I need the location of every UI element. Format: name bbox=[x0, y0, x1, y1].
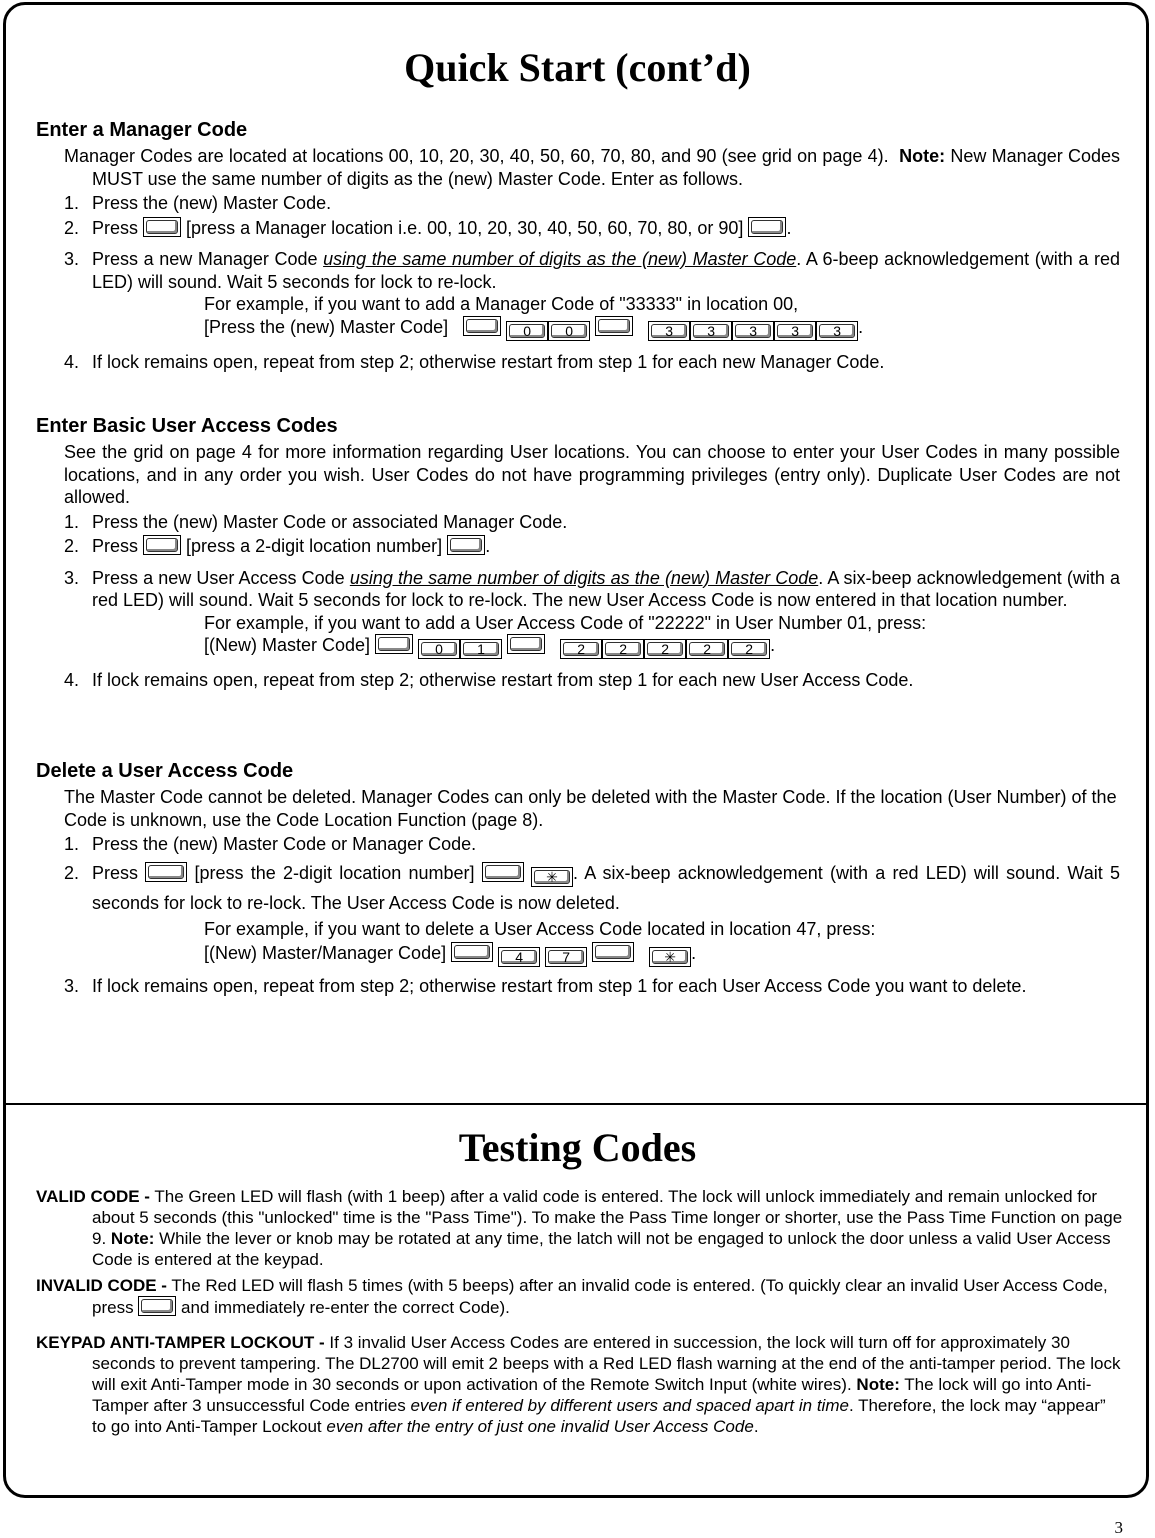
valid-code-paragraph bbox=[36, 1186, 1124, 1270]
step-text: . A 6-beep acknowledgement (with a red LED) will sound. Wait 5 seconds for lock to re-lock. bbox=[92, 249, 1120, 292]
invalid-code-label: INVALID CODE - bbox=[36, 1276, 167, 1295]
bell-key-icon bbox=[145, 862, 187, 882]
bell-key-icon bbox=[507, 634, 545, 654]
star-key-icon: ✳ bbox=[531, 867, 573, 887]
step-number: 2. bbox=[64, 862, 80, 883]
delete-steps bbox=[36, 833, 1120, 998]
user-intro: See the grid on page 4 for more information regarding User locations. You can choose to enter your User Codes in many possible locations, and in any order you wish. User Codes do not have programming privileges (entry only). Duplicate User Codes are not allowed. bbox=[64, 442, 1120, 507]
section-manager-code bbox=[36, 118, 1120, 373]
step-number: 4. bbox=[64, 670, 80, 690]
digit-key-3: 3 bbox=[774, 321, 816, 341]
manager-steps bbox=[36, 192, 1120, 373]
example-text: [(New) Master Code] bbox=[204, 635, 371, 655]
step-text: If lock remains open, repeat from step 2; otherwise restart from step 1 for each User Access Code you want to delete. bbox=[92, 976, 1027, 996]
anti-tamper-text: . Therefore, the lock may “appear” to go into Anti-Tamper Lockout bbox=[92, 1396, 1106, 1436]
bell-key-icon bbox=[138, 1296, 176, 1316]
step-number: 2. bbox=[64, 217, 80, 238]
user-step-1 bbox=[64, 511, 1120, 534]
bell-key-icon bbox=[592, 942, 634, 962]
manager-intro-text: Manager Codes are located at locations 00, 10, 20, 30, 40, 50, 60, 70, 80, and 90 (see grid on page 4). bbox=[64, 146, 889, 166]
page-title-testing-codes: Testing Codes bbox=[458, 1125, 697, 1170]
digit-key-0: 0 bbox=[506, 321, 548, 341]
step-text: Press the (new) Master Code or associated Manager Code. bbox=[92, 511, 568, 532]
user-example-line-1: For example, if you want to add a User Access Code of "22222" in User Number 01, press: bbox=[204, 612, 927, 633]
valid-note-label: Note: bbox=[110, 1229, 155, 1248]
anti-tamper-paragraph bbox=[36, 1332, 1124, 1437]
step-emphasis: using the same number of digits as the (new) Master Code bbox=[323, 249, 797, 269]
example-text: [Press the (new) Master Code] bbox=[204, 316, 449, 337]
step-number: 3. bbox=[64, 567, 80, 588]
user-step-3 bbox=[64, 567, 1120, 660]
digit-key-2: 2 bbox=[644, 639, 686, 659]
digit-key-3: 3 bbox=[690, 321, 732, 341]
step-text: Press bbox=[92, 217, 139, 238]
anti-tamper-note: The lock will go into Anti-Tamper after 3 unsuccessful Code entries bbox=[92, 1375, 1092, 1415]
bell-key-icon bbox=[748, 217, 786, 237]
heading-manager-code: Enter a Manager Code bbox=[36, 119, 248, 141]
manager-note-label: Note: bbox=[899, 146, 946, 166]
step-text: . A six-beep acknowledgement (with a red LED) will sound. Wait 5 seconds for lock to re-lock. The new User Access Code is now entered in that location number. bbox=[92, 567, 1120, 610]
example-text: [(New) Master/Manager Code] bbox=[204, 943, 447, 963]
step-emphasis: using the same number of digits as the (new) Master Code bbox=[349, 567, 819, 588]
step-text: Press bbox=[92, 536, 139, 556]
heading-delete-code: Delete a User Access Code bbox=[36, 760, 294, 782]
manager-example-line-1: For example, if you want to add a Manager Code of "33333" in location 00, bbox=[204, 294, 799, 314]
step-text: . A six-beep acknowledgement (with a red LED) will sound. Wait 5 seconds for lock to re-lock. The User Access Code is now deleted. bbox=[92, 862, 1120, 913]
anti-tamper-emphasis: even after the entry of just one invalid User Access Code bbox=[326, 1417, 754, 1436]
digit-key-3: 3 bbox=[816, 321, 858, 341]
user-example-line-2: [(New) Master Code] 0 1 2 2 2 2 2 . bbox=[204, 635, 776, 657]
valid-note-text: While the lever or knob may be rotated at any time, the latch will not be engaged to unlock the door unless a valid User Access Code is entered at the keypad. bbox=[92, 1229, 1111, 1269]
user-steps bbox=[36, 511, 1120, 692]
section-user-codes bbox=[36, 414, 1120, 692]
bell-key-icon bbox=[143, 535, 181, 555]
digit-key-3: 3 bbox=[732, 321, 774, 341]
step-text: Press a new Manager Code bbox=[92, 249, 318, 269]
section-divider bbox=[6, 1103, 1146, 1105]
valid-code-text: The Green LED will flash (with 1 beep) after a valid code is entered. The lock will unlock immediately and remain unlocked for about 5 seconds (this "unlocked" time is the "Pass Time"). To make the Pass Time longer or shorter, use the Pass Time Function on page 9. bbox=[92, 1187, 1123, 1248]
anti-tamper-emphasis: even if entered by different users and spaced apart in time bbox=[410, 1396, 849, 1415]
digit-key-2: 2 bbox=[602, 639, 644, 659]
invalid-code-text: and immediately re-enter the correct Code). bbox=[181, 1298, 510, 1317]
bell-key-icon bbox=[595, 316, 633, 336]
delete-intro-text: The Master Code cannot be deleted. Manager Codes can only be deleted with the Master Code. If the location (User Number) of the Code is unknown, use the Code Location Function (page 8). bbox=[64, 787, 1117, 830]
invalid-code-paragraph bbox=[36, 1275, 1124, 1318]
step-number: 3. bbox=[64, 976, 80, 996]
digit-key-0: 0 bbox=[548, 321, 590, 341]
step-text: [press the 2-digit location number] bbox=[194, 862, 475, 883]
digit-key-2: 2 bbox=[560, 639, 602, 659]
step-text: If lock remains open, repeat from step 2; otherwise restart from step 1 for each new Manager Code. bbox=[92, 351, 885, 372]
manager-step-3 bbox=[64, 248, 1120, 341]
digit-key-7: 7 bbox=[545, 947, 587, 967]
anti-tamper-text: . bbox=[753, 1417, 759, 1436]
digit-key-3: 3 bbox=[648, 321, 690, 341]
step-number: 3. bbox=[64, 249, 80, 269]
step-text: If lock remains open, repeat from step 2; otherwise restart from step 1 for each new User Access Code. bbox=[92, 670, 914, 690]
section-delete-code bbox=[36, 759, 1120, 998]
anti-tamper-note-label: Note: bbox=[856, 1375, 900, 1394]
manager-step-1 bbox=[64, 192, 1120, 215]
bell-key-icon bbox=[451, 942, 493, 962]
invalid-code-text: The Red LED will flash 5 times (with 5 beeps) after an invalid code is entered. (To quickly clear an invalid User Access Code, press bbox=[92, 1276, 1108, 1317]
bell-key-icon bbox=[463, 316, 501, 336]
star-key-icon: ✳ bbox=[649, 947, 691, 967]
step-text: Press a new User Access Code bbox=[92, 567, 345, 588]
step-number: 4. bbox=[64, 351, 80, 372]
digit-key-1: 1 bbox=[460, 639, 502, 659]
manager-step-2: 2. Press [press a Manager location i.e. 00, 10, 20, 30, 40, 50, 60, 70, 80, or 90] . bbox=[64, 217, 792, 238]
bell-key-icon bbox=[143, 217, 181, 237]
delete-step-2 bbox=[64, 858, 1120, 968]
bell-key-icon bbox=[375, 634, 413, 654]
delete-example-line-1: For example, if you want to delete a User Access Code located in location 47, press: bbox=[204, 918, 876, 939]
manager-intro bbox=[64, 145, 1120, 190]
step-text: Press the (new) Master Code. bbox=[92, 193, 332, 213]
step-text: [press a Manager location i.e. 00, 10, 20, 30, 40, 50, 60, 70, 80, or 90] bbox=[186, 217, 744, 238]
heading-user-codes: Enter Basic User Access Codes bbox=[36, 415, 338, 437]
page-number: 3 bbox=[1114, 1518, 1123, 1537]
step-text: Press bbox=[92, 862, 139, 883]
step-number: 1. bbox=[64, 834, 80, 854]
step-text: [press a 2-digit location number] bbox=[186, 536, 443, 556]
digit-key-0: 0 bbox=[418, 639, 460, 659]
digit-key-2: 2 bbox=[728, 639, 770, 659]
digit-key-4: 4 bbox=[498, 947, 540, 967]
delete-example-line-2: [(New) Master/Manager Code] 4 7 ✳ . bbox=[204, 943, 697, 965]
user-step-4 bbox=[64, 669, 1120, 692]
manager-example-line-2: [Press the (new) Master Code] 0 0 3 3 3 3 3 . bbox=[204, 316, 864, 339]
bell-key-icon bbox=[482, 862, 524, 882]
step-number: 2. bbox=[64, 536, 80, 556]
digit-key-2: 2 bbox=[686, 639, 728, 659]
step-number: 1. bbox=[64, 511, 80, 532]
page-title-quick-start: Quick Start (cont’d) bbox=[404, 45, 751, 90]
manager-note-text: New Manager Codes MUST use the same number of digits as the (new) Master Code. Enter as follows. bbox=[92, 146, 1120, 189]
delete-step-1 bbox=[64, 833, 1120, 856]
bell-key-icon bbox=[447, 535, 485, 555]
anti-tamper-text: If 3 invalid User Access Codes are entered in succession, the lock will turn off for approximately 30 seconds to prevent tampering. The DL2700 will emit 2 beeps with a Red LED flash warning at the end of the anti-tamper period. The lock will exit Anti-Tamper mode in 30 seconds or upon activation of the Remote Switch Input (white wires). bbox=[92, 1333, 1121, 1394]
manager-step-4 bbox=[64, 351, 1120, 374]
step-text: Press the (new) Master Code or Manager Code. bbox=[92, 834, 477, 854]
valid-code-label: VALID CODE - bbox=[36, 1187, 150, 1206]
anti-tamper-label: KEYPAD ANTI-TAMPER LOCKOUT - bbox=[36, 1333, 325, 1352]
user-step-2: 2. Press [press a 2-digit location number] . bbox=[64, 536, 491, 556]
step-number: 1. bbox=[64, 193, 80, 213]
delete-intro bbox=[36, 786, 1120, 831]
section-testing-codes bbox=[36, 1186, 1124, 1437]
delete-step-3 bbox=[64, 975, 1120, 998]
